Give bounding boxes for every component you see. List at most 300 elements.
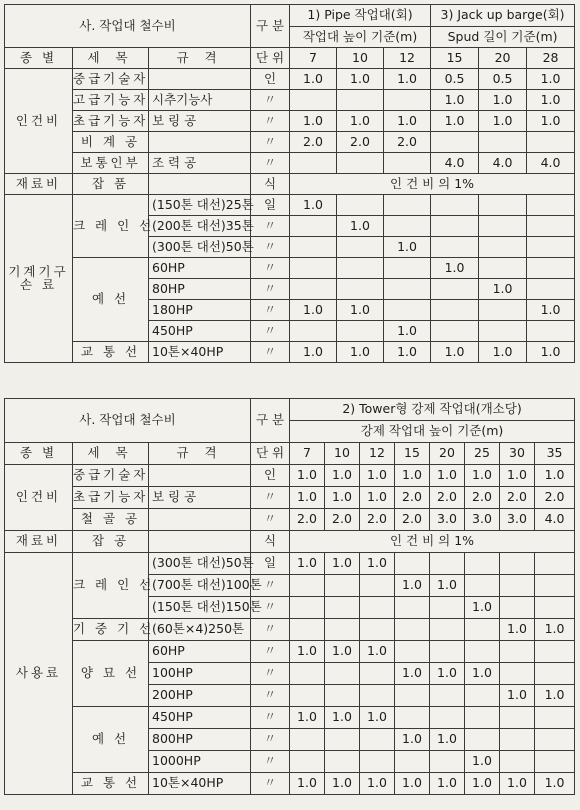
unit-label: 〃 <box>251 575 290 597</box>
col-spec: 규 격 <box>149 48 251 69</box>
value-cell: 1.0 <box>479 90 527 111</box>
value-cell: 1.0 <box>430 729 465 751</box>
spec-label: 450HP <box>149 707 251 729</box>
spec-label: (300톤 대선)50톤 <box>149 553 251 575</box>
value-cell: 4.0 <box>527 153 575 174</box>
value-cell: 3.0 <box>430 509 465 531</box>
value-cell: 1.0 <box>430 465 465 487</box>
value-cell <box>527 279 575 300</box>
value-cell <box>384 216 431 237</box>
table-row <box>5 90 575 111</box>
value-cell <box>290 729 325 751</box>
spec-label: 180HP <box>149 300 251 321</box>
table-row <box>5 174 575 195</box>
value-cell <box>500 575 535 597</box>
value-cell: 1.0 <box>527 90 575 111</box>
value-cell <box>290 153 337 174</box>
value-cell: 1.0 <box>325 773 360 795</box>
table-row <box>5 465 575 487</box>
division-header: 구 분 <box>251 399 290 443</box>
value-cell <box>535 707 575 729</box>
value-cell: 1.0 <box>384 321 431 342</box>
value-cell: 1.0 <box>325 465 360 487</box>
value-cell: 2.0 <box>290 132 337 153</box>
value-cell: 1.0 <box>465 465 500 487</box>
col-height: 35 <box>535 443 575 465</box>
value-cell <box>465 641 500 663</box>
spec-label: (150톤 대선)150톤 <box>149 597 251 619</box>
value-cell <box>500 553 535 575</box>
value-cell: 1.0 <box>479 111 527 132</box>
unit-label: 〃 <box>251 237 290 258</box>
item-label: 잡 공 <box>73 531 149 553</box>
value-cell <box>395 685 430 707</box>
spec-label <box>149 465 251 487</box>
col-height: 7 <box>290 48 337 69</box>
spec-label <box>149 174 251 195</box>
value-cell <box>360 575 395 597</box>
value-cell <box>290 258 337 279</box>
col-item: 세 목 <box>73 443 149 465</box>
value-cell: 2.0 <box>465 487 500 509</box>
spec-label: 보 링 공 <box>149 111 251 132</box>
group-label: 기계기구 손 료 <box>5 195 73 363</box>
value-cell <box>535 751 575 773</box>
value-cell <box>430 751 465 773</box>
value-cell: 1.0 <box>325 707 360 729</box>
value-cell <box>465 707 500 729</box>
value-cell: 1.0 <box>290 773 325 795</box>
division-header: 구 분 <box>251 5 290 48</box>
value-cell <box>430 619 465 641</box>
value-cell <box>337 279 384 300</box>
table-row <box>5 773 575 795</box>
value-cell: 2.0 <box>535 487 575 509</box>
tower-removal-table <box>4 398 575 795</box>
value-cell <box>500 641 535 663</box>
value-cell <box>337 321 384 342</box>
jackup-group-header: 3) Jack up barge(회) <box>431 5 575 27</box>
note-cell: 인 건 비 의 1% <box>290 174 575 195</box>
value-cell: 1.0 <box>535 685 575 707</box>
spec-label <box>149 69 251 90</box>
value-cell: 1.0 <box>360 707 395 729</box>
value-cell <box>325 575 360 597</box>
tower-height-header: 강제 작업대 높이 기준(m) <box>290 421 575 443</box>
unit-label: 〃 <box>251 342 290 363</box>
value-cell <box>337 195 384 216</box>
col-kind: 종 별 <box>5 48 73 69</box>
value-cell: 1.0 <box>337 216 384 237</box>
value-cell: 1.0 <box>325 641 360 663</box>
value-cell: 1.0 <box>290 465 325 487</box>
item-label: 비 계 공 <box>73 132 149 153</box>
value-cell <box>290 597 325 619</box>
value-cell: 4.0 <box>535 509 575 531</box>
value-cell: 1.0 <box>479 279 527 300</box>
value-cell: 1.0 <box>360 773 395 795</box>
value-cell <box>479 258 527 279</box>
value-cell: 1.0 <box>430 663 465 685</box>
spec-label: 조 력 공 <box>149 153 251 174</box>
value-cell <box>465 553 500 575</box>
unit-label: 〃 <box>251 216 290 237</box>
value-cell <box>430 707 465 729</box>
value-cell: 1.0 <box>290 487 325 509</box>
value-cell <box>430 685 465 707</box>
unit-label: 일 <box>251 195 290 216</box>
value-cell <box>384 90 431 111</box>
value-cell: 3.0 <box>500 509 535 531</box>
item-label: 보통인부 <box>73 153 149 174</box>
item-label: 중급기술자 <box>73 465 149 487</box>
col-kind: 종 별 <box>5 443 73 465</box>
value-cell <box>479 132 527 153</box>
group-label: 재료비 <box>5 174 73 195</box>
value-cell: 2.0 <box>384 132 431 153</box>
value-cell: 1.0 <box>500 465 535 487</box>
table-row <box>5 153 575 174</box>
unit-label: 〃 <box>251 663 290 685</box>
value-cell <box>527 321 575 342</box>
table-row <box>5 111 575 132</box>
value-cell: 4.0 <box>431 153 479 174</box>
spec-label: 800HP <box>149 729 251 751</box>
item-label: 크 레 인 선 <box>73 195 149 258</box>
value-cell: 1.0 <box>325 487 360 509</box>
value-cell: 1.0 <box>360 553 395 575</box>
unit-label: 〃 <box>251 321 290 342</box>
value-cell: 1.0 <box>337 342 384 363</box>
spec-label <box>149 132 251 153</box>
value-cell <box>431 195 479 216</box>
spec-label: 60HP <box>149 641 251 663</box>
spec-label: 450HP <box>149 321 251 342</box>
value-cell: 1.0 <box>500 773 535 795</box>
value-cell: 1.0 <box>290 195 337 216</box>
item-label: 초급기능자 <box>73 487 149 509</box>
value-cell <box>325 729 360 751</box>
value-cell: 4.0 <box>479 153 527 174</box>
value-cell <box>384 153 431 174</box>
pipe-height-header: 작업대 높이 기준(m) <box>290 27 431 48</box>
value-cell <box>465 685 500 707</box>
spec-label: (200톤 대선)35톤 <box>149 216 251 237</box>
value-cell: 1.0 <box>430 575 465 597</box>
col-unit: 단 위 <box>251 48 290 69</box>
value-cell: 2.0 <box>395 487 430 509</box>
spec-label: 시추기능사 <box>149 90 251 111</box>
spec-label: 보 링 공 <box>149 487 251 509</box>
unit-label: 〃 <box>251 509 290 531</box>
value-cell <box>535 663 575 685</box>
table-row <box>5 342 575 363</box>
value-cell <box>479 300 527 321</box>
table-row <box>5 487 575 509</box>
value-cell <box>290 90 337 111</box>
value-cell: 1.0 <box>384 69 431 90</box>
value-cell: 1.0 <box>500 685 535 707</box>
value-cell <box>479 321 527 342</box>
spec-label: 10톤×40HP <box>149 342 251 363</box>
value-cell: 1.0 <box>290 111 337 132</box>
value-cell <box>360 729 395 751</box>
spec-label: 80HP <box>149 279 251 300</box>
value-cell <box>527 216 575 237</box>
value-cell <box>527 195 575 216</box>
spec-label: 100HP <box>149 663 251 685</box>
value-cell: 1.0 <box>290 300 337 321</box>
value-cell: 1.0 <box>325 553 360 575</box>
value-cell: 1.0 <box>527 342 575 363</box>
pipe-group-header: 1) Pipe 작업대(회) <box>290 5 431 27</box>
unit-label: 〃 <box>251 751 290 773</box>
value-cell <box>500 729 535 751</box>
value-cell <box>535 641 575 663</box>
table-row <box>5 641 575 663</box>
value-cell <box>535 729 575 751</box>
unit-label: 인 <box>251 465 290 487</box>
value-cell <box>500 707 535 729</box>
table-row <box>5 531 575 553</box>
value-cell: 0.5 <box>479 69 527 90</box>
value-cell <box>527 258 575 279</box>
value-cell: 1.0 <box>431 111 479 132</box>
value-cell: 1.0 <box>290 707 325 729</box>
col-height: 25 <box>465 443 500 465</box>
table-title: 사. 작업대 철수비 <box>5 399 251 443</box>
value-cell: 3.0 <box>465 509 500 531</box>
value-cell: 1.0 <box>395 465 430 487</box>
value-cell: 1.0 <box>290 641 325 663</box>
value-cell <box>290 685 325 707</box>
value-cell <box>360 663 395 685</box>
value-cell: 1.0 <box>337 111 384 132</box>
note-cell: 인 건 비 의 1% <box>290 531 575 553</box>
item-label: 교 통 선 <box>73 773 149 795</box>
item-label: 양 묘 선 <box>73 641 149 707</box>
col-height: 10 <box>337 48 384 69</box>
unit-label: 〃 <box>251 487 290 509</box>
value-cell: 1.0 <box>465 663 500 685</box>
value-cell: 2.0 <box>325 509 360 531</box>
value-cell <box>337 90 384 111</box>
value-cell: 1.0 <box>337 300 384 321</box>
value-cell <box>395 707 430 729</box>
table-row <box>5 619 575 641</box>
value-cell <box>431 279 479 300</box>
value-cell <box>431 237 479 258</box>
value-cell: 1.0 <box>395 729 430 751</box>
value-cell: 1.0 <box>527 111 575 132</box>
value-cell: 1.0 <box>360 487 395 509</box>
spec-label: 10톤×40HP <box>149 773 251 795</box>
value-cell <box>384 195 431 216</box>
value-cell <box>395 751 430 773</box>
item-label: 예 선 <box>73 258 149 342</box>
unit-label: 〃 <box>251 685 290 707</box>
value-cell: 1.0 <box>527 69 575 90</box>
item-label: 고급기능자 <box>73 90 149 111</box>
spec-label: (150톤 대선)25톤 <box>149 195 251 216</box>
col-height: 7 <box>290 443 325 465</box>
value-cell <box>479 195 527 216</box>
value-cell <box>535 597 575 619</box>
value-cell <box>384 279 431 300</box>
value-cell <box>500 597 535 619</box>
value-cell <box>360 685 395 707</box>
value-cell: 1.0 <box>395 663 430 685</box>
value-cell <box>465 575 500 597</box>
value-cell <box>431 132 479 153</box>
col-height: 15 <box>395 443 430 465</box>
value-cell <box>290 237 337 258</box>
unit-label: 식 <box>251 174 290 195</box>
spec-label <box>149 509 251 531</box>
unit-label: 〃 <box>251 132 290 153</box>
value-cell <box>384 300 431 321</box>
col-unit: 단 위 <box>251 443 290 465</box>
value-cell <box>395 641 430 663</box>
col-spud: 20 <box>479 48 527 69</box>
value-cell <box>337 258 384 279</box>
table-row <box>5 509 575 531</box>
value-cell: 0.5 <box>431 69 479 90</box>
value-cell <box>500 751 535 773</box>
value-cell: 1.0 <box>535 465 575 487</box>
unit-label: 〃 <box>251 153 290 174</box>
spec-label: (60톤×4)250톤 <box>149 619 251 641</box>
value-cell <box>431 300 479 321</box>
item-label: 기 중 기 선 <box>73 619 149 641</box>
value-cell: 1.0 <box>290 553 325 575</box>
value-cell: 1.0 <box>535 619 575 641</box>
unit-label: 일 <box>251 553 290 575</box>
value-cell: 1.0 <box>465 773 500 795</box>
col-height: 12 <box>360 443 395 465</box>
col-height: 20 <box>430 443 465 465</box>
unit-label: 〃 <box>251 641 290 663</box>
spec-label <box>149 531 251 553</box>
value-cell: 1.0 <box>384 342 431 363</box>
value-cell <box>479 216 527 237</box>
value-cell <box>430 641 465 663</box>
table-row <box>5 258 575 279</box>
value-cell: 1.0 <box>384 111 431 132</box>
spec-label: (700톤 대선)100톤 <box>149 575 251 597</box>
value-cell <box>500 663 535 685</box>
unit-label: 〃 <box>251 111 290 132</box>
value-cell <box>337 237 384 258</box>
unit-label: 〃 <box>251 279 290 300</box>
spec-label: (300톤 대선)50톤 <box>149 237 251 258</box>
col-height: 10 <box>325 443 360 465</box>
value-cell <box>431 216 479 237</box>
value-cell <box>360 597 395 619</box>
col-spud: 15 <box>431 48 479 69</box>
value-cell: 1.0 <box>360 465 395 487</box>
group-label: 인건비 <box>5 465 73 531</box>
item-label: 철 골 공 <box>73 509 149 531</box>
value-cell: 2.0 <box>337 132 384 153</box>
value-cell <box>290 216 337 237</box>
item-label: 중급기술자 <box>73 69 149 90</box>
unit-label: 식 <box>251 531 290 553</box>
value-cell: 1.0 <box>465 597 500 619</box>
unit-label: 〃 <box>251 597 290 619</box>
unit-label: 〃 <box>251 729 290 751</box>
value-cell: 2.0 <box>500 487 535 509</box>
value-cell <box>395 597 430 619</box>
item-label: 잡 품 <box>73 174 149 195</box>
value-cell: 1.0 <box>431 258 479 279</box>
item-label: 크 레 인 선 <box>73 553 149 619</box>
col-spec: 규 격 <box>149 443 251 465</box>
value-cell <box>395 553 430 575</box>
table-row <box>5 195 575 216</box>
value-cell <box>535 575 575 597</box>
unit-label: 〃 <box>251 90 290 111</box>
value-cell <box>360 619 395 641</box>
group-label: 인건비 <box>5 69 73 174</box>
spec-label: 200HP <box>149 685 251 707</box>
value-cell <box>384 258 431 279</box>
value-cell: 2.0 <box>360 509 395 531</box>
item-label: 예 선 <box>73 707 149 773</box>
table-row <box>5 132 575 153</box>
col-item: 세 목 <box>73 48 149 69</box>
value-cell <box>325 619 360 641</box>
value-cell: 1.0 <box>465 751 500 773</box>
value-cell <box>290 663 325 685</box>
tower-group-header: 2) Tower형 강제 작업대(개소당) <box>290 399 575 421</box>
value-cell <box>290 321 337 342</box>
item-label: 교 통 선 <box>73 342 149 363</box>
unit-label: 〃 <box>251 619 290 641</box>
table-row <box>5 553 575 575</box>
value-cell <box>527 132 575 153</box>
spec-label: 60HP <box>149 258 251 279</box>
value-cell <box>337 153 384 174</box>
value-cell: 2.0 <box>430 487 465 509</box>
value-cell: 2.0 <box>395 509 430 531</box>
unit-label: 〃 <box>251 258 290 279</box>
value-cell <box>325 751 360 773</box>
pipe-jackup-removal-table <box>4 4 575 363</box>
value-cell <box>325 663 360 685</box>
col-spud: 28 <box>527 48 575 69</box>
col-height: 30 <box>500 443 535 465</box>
table-row <box>5 707 575 729</box>
value-cell <box>527 237 575 258</box>
value-cell: 1.0 <box>500 619 535 641</box>
value-cell <box>465 619 500 641</box>
group-label: 재료비 <box>5 531 73 553</box>
value-cell <box>290 575 325 597</box>
value-cell <box>290 619 325 641</box>
value-cell <box>465 729 500 751</box>
value-cell: 2.0 <box>290 509 325 531</box>
value-cell: 1.0 <box>431 342 479 363</box>
value-cell <box>290 279 337 300</box>
value-cell: 1.0 <box>290 69 337 90</box>
col-height: 12 <box>384 48 431 69</box>
value-cell <box>431 321 479 342</box>
value-cell: 1.0 <box>535 773 575 795</box>
spud-length-header: Spud 길이 기준(m) <box>431 27 575 48</box>
value-cell: 1.0 <box>395 773 430 795</box>
unit-label: 인 <box>251 69 290 90</box>
